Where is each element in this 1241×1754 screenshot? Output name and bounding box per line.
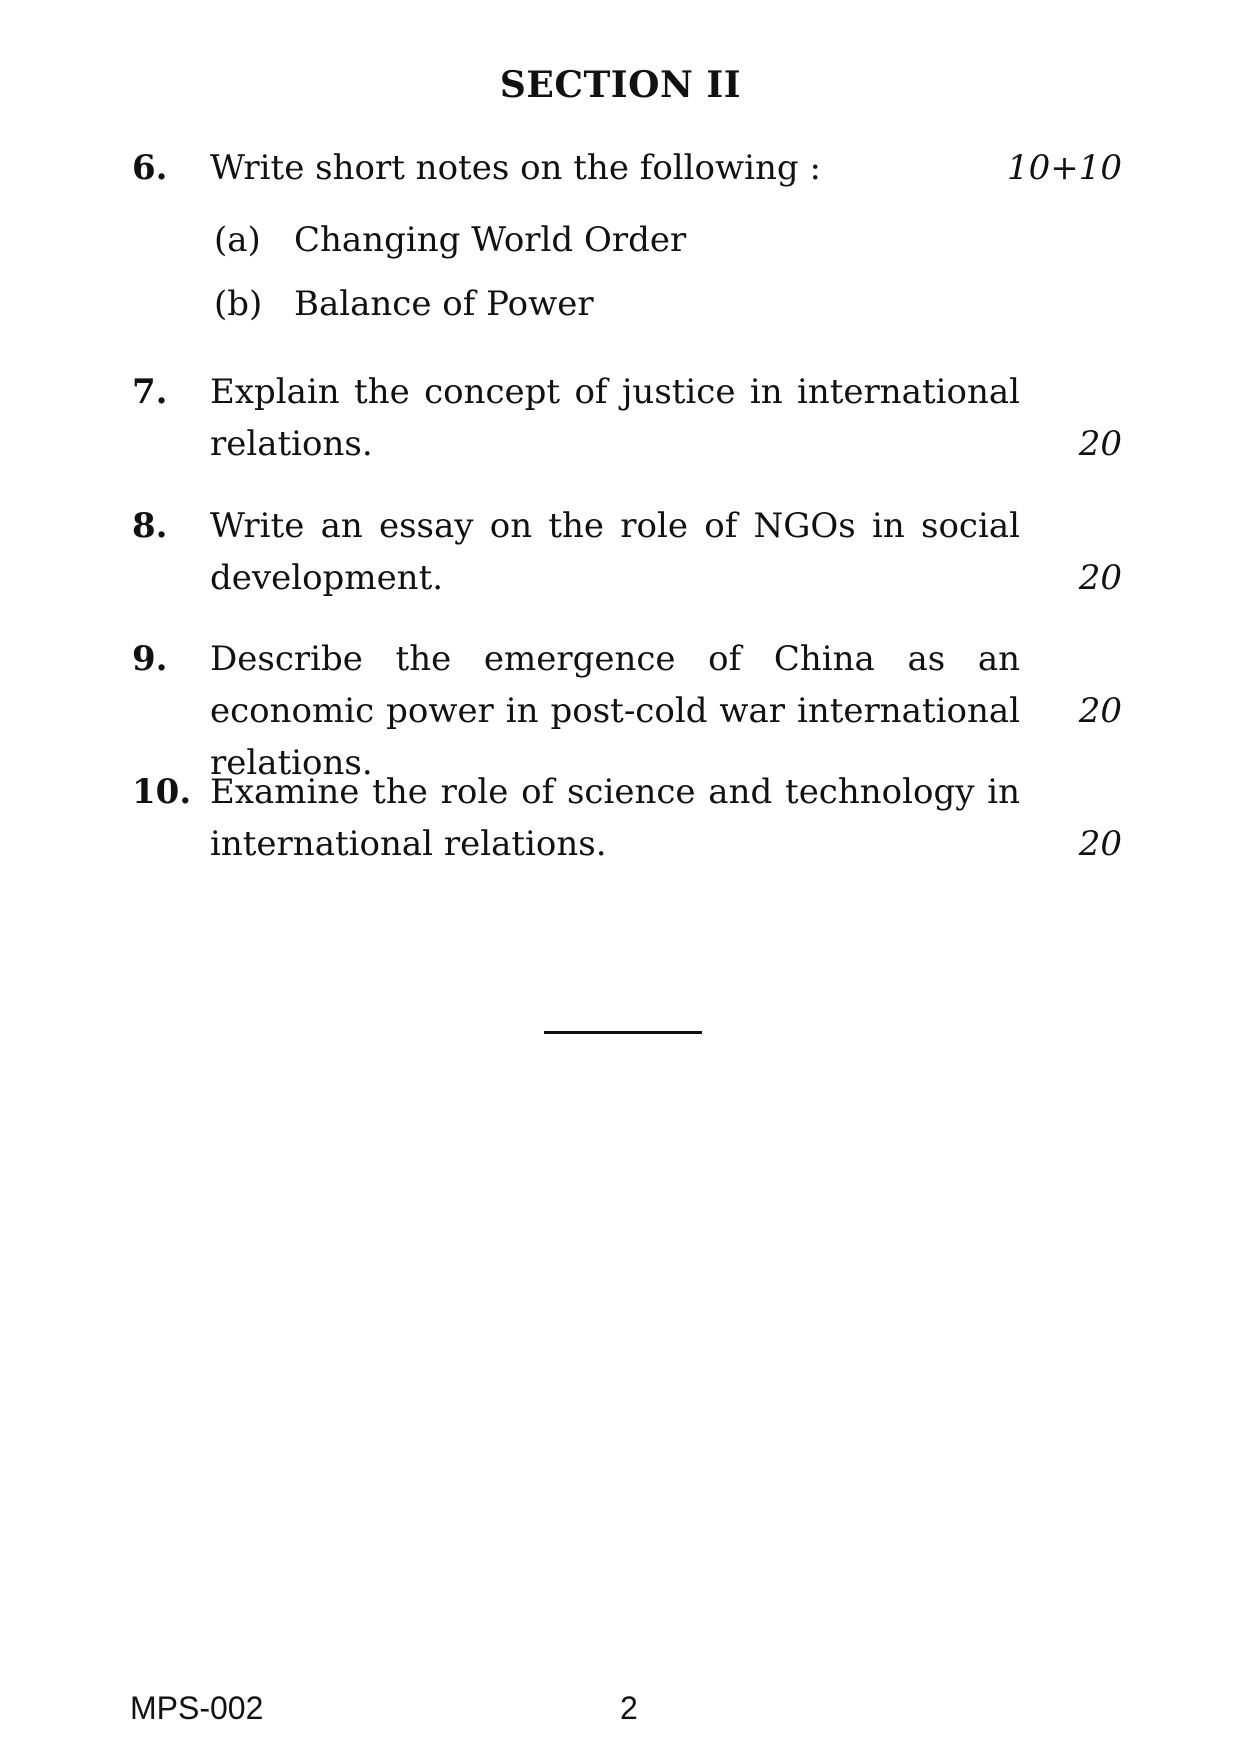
question-marks: 10+10: [1006, 148, 1122, 188]
section-heading: SECTION II: [499, 64, 742, 106]
question-marks: 20: [1078, 824, 1122, 864]
footer-course-code: MPS-002: [130, 1690, 264, 1726]
question-number: 7.: [132, 372, 168, 412]
question-number: 6.: [132, 148, 168, 188]
part-label: (a): [214, 220, 261, 260]
question-7: [132, 366, 1122, 470]
question-10: [132, 766, 1122, 870]
question-number: 8.: [132, 506, 168, 546]
question-text: Examine the role of science and technology in international relations.: [210, 772, 1020, 864]
question-6-part-b: [214, 278, 594, 330]
question-8: [132, 500, 1122, 604]
question-text: Explain the concept of justice in international relations.: [210, 372, 1020, 464]
end-rule-divider: [544, 1031, 702, 1034]
question-number: 9.: [132, 639, 168, 679]
part-label: (b): [214, 284, 263, 324]
question-6: [132, 142, 1122, 194]
question-text: Write short notes on the following :: [210, 148, 821, 188]
question-text: Write an essay on the role of NGOs in social development.: [210, 506, 1020, 598]
question-6-part-a: [214, 214, 686, 266]
part-text: Balance of Power: [294, 284, 594, 324]
question-marks: 20: [1078, 424, 1122, 464]
question-text: Describe the emergence of China as an economic power in post-cold war international relations.: [210, 639, 1020, 783]
question-marks: 20: [1078, 558, 1122, 598]
question-number: 10.: [132, 772, 192, 812]
part-text: Changing World Order: [294, 220, 687, 260]
footer-page-number: 2: [620, 1690, 638, 1726]
question-marks: 20: [1078, 691, 1122, 731]
question-9: [132, 633, 1122, 783]
